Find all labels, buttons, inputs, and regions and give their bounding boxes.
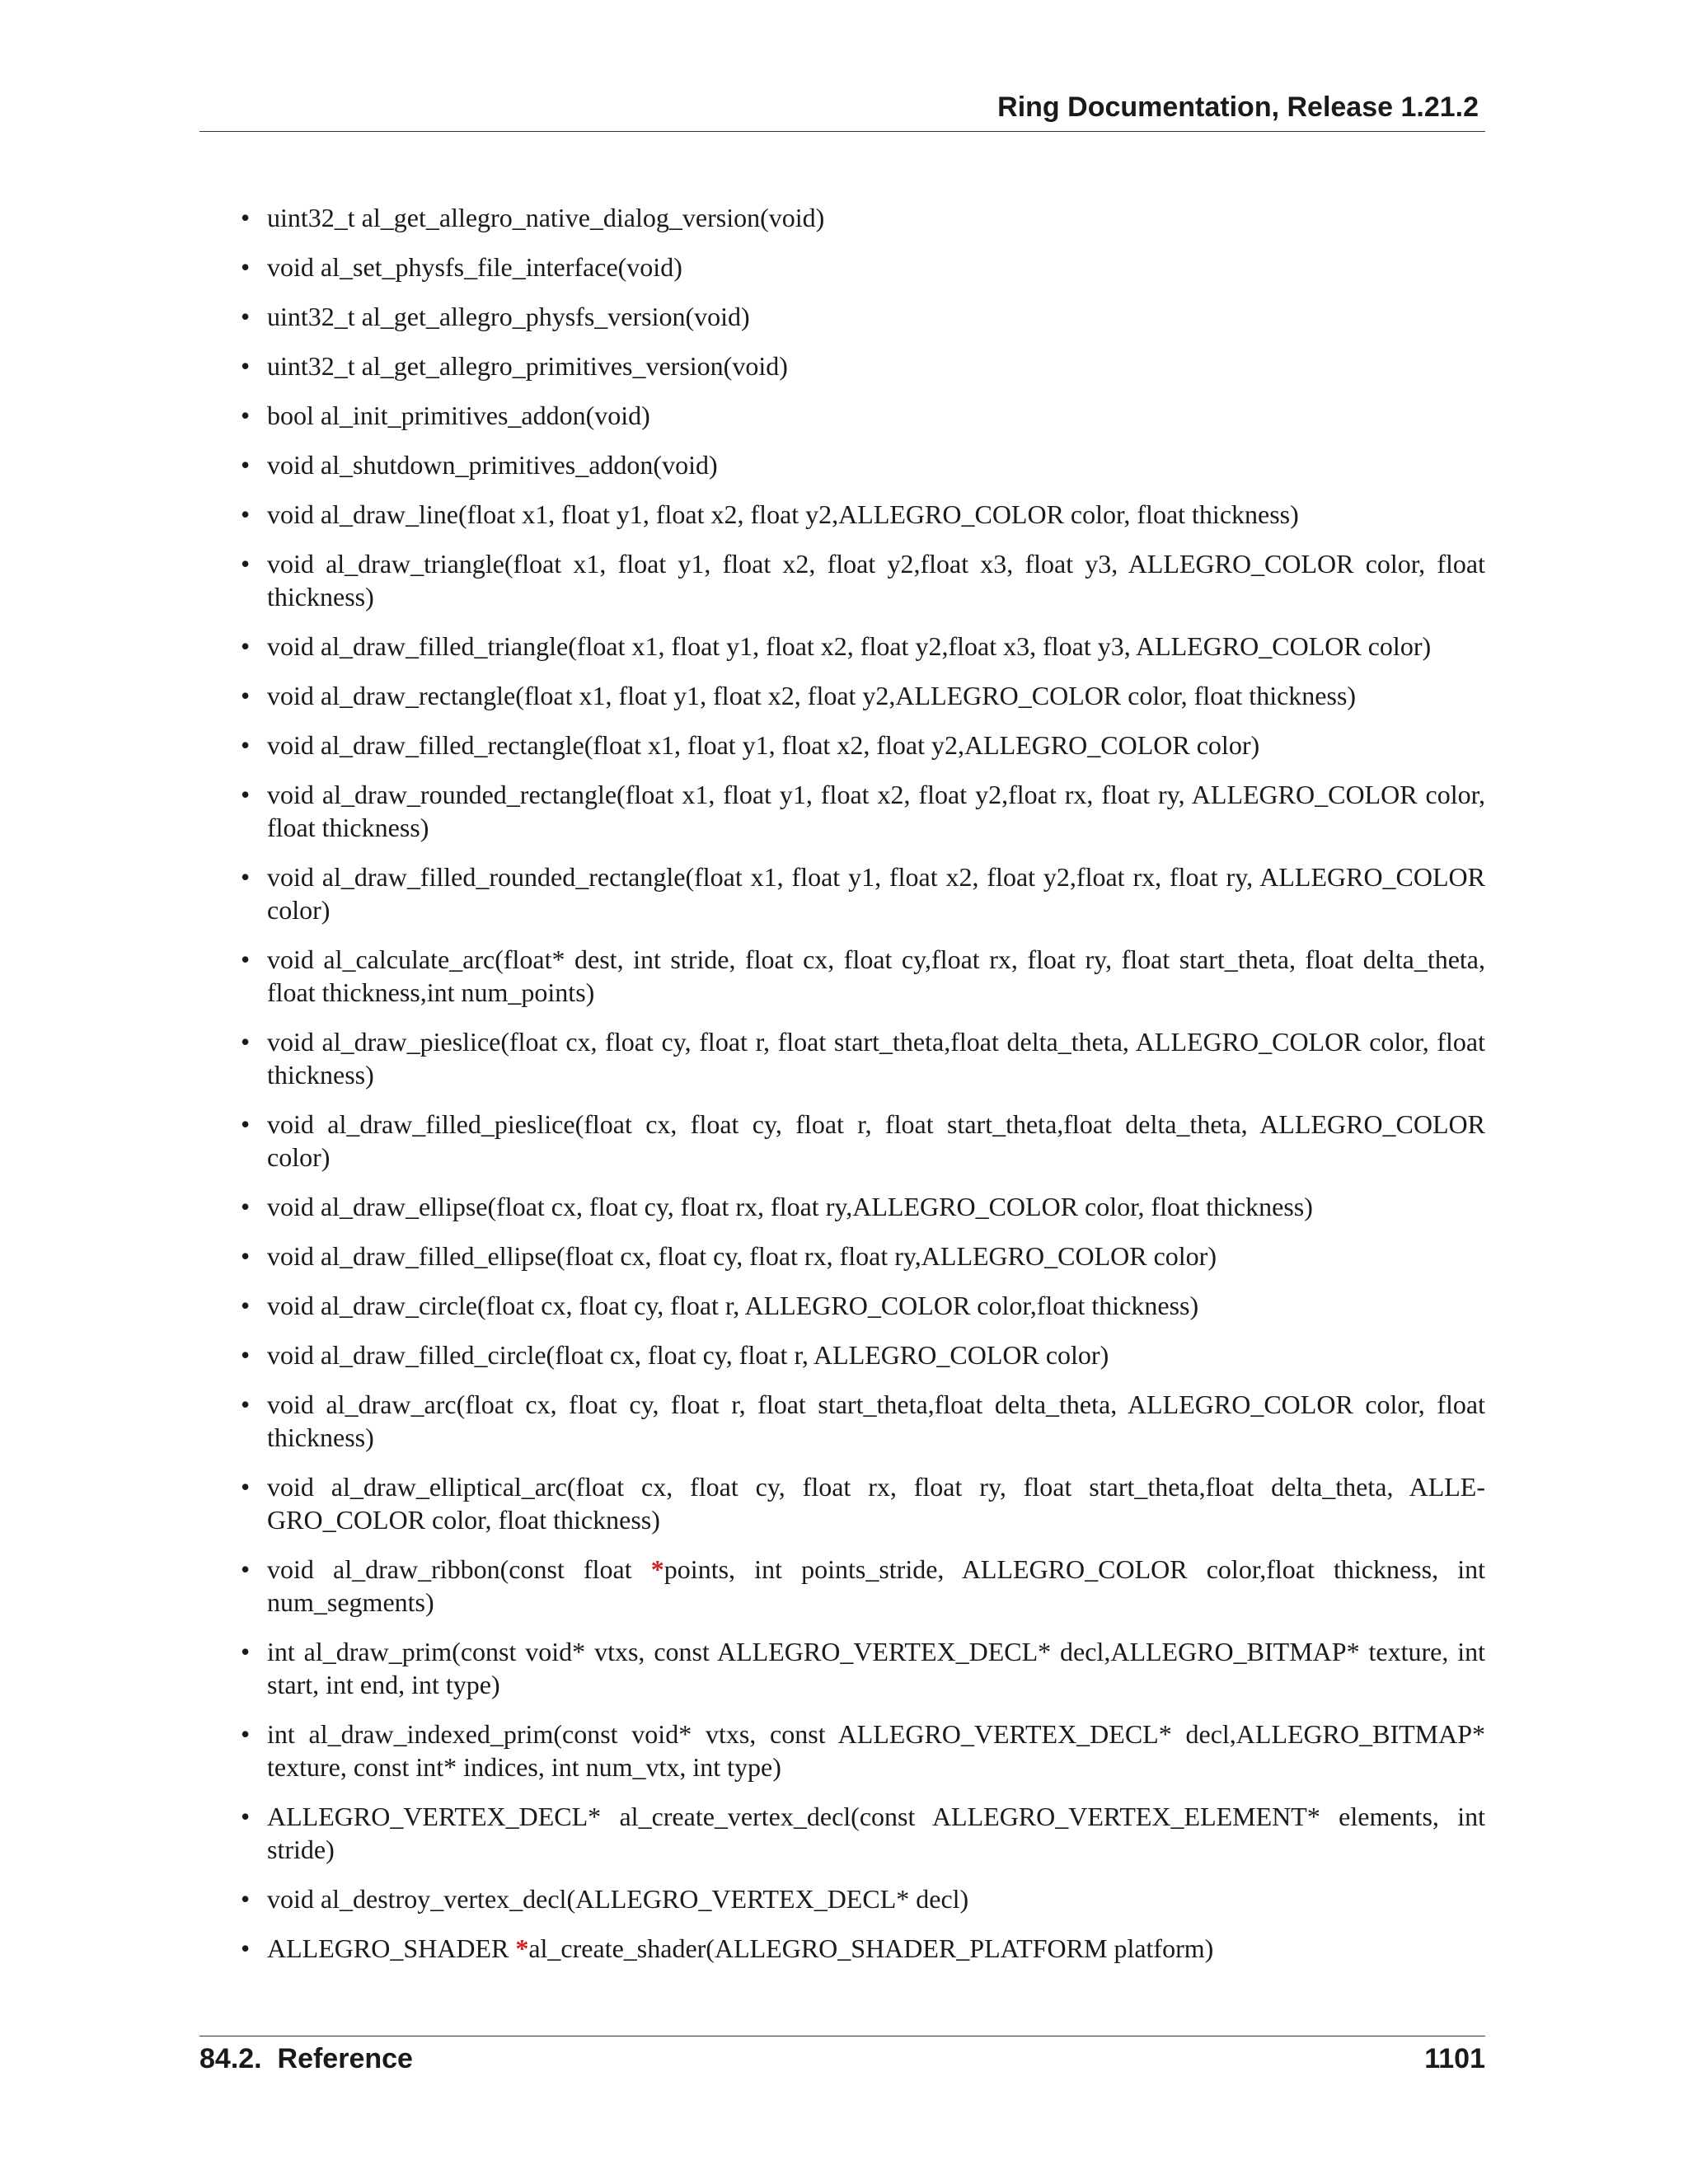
signature-text: uint32_t al_get_allegro_primitives_version(void) (267, 351, 788, 381)
bullet-icon: • (241, 780, 251, 809)
bullet-icon: • (241, 681, 251, 710)
signature-text: void al_draw_elliptical_arc(float cx, float cy, float rx, float ry, float start_theta,float delta_theta, ALLE-GRO_COLOR color, float thickness) (267, 1472, 1485, 1535)
list-item (199, 943, 1485, 1009)
bullet-icon: • (241, 1884, 251, 1914)
signature-text: al_create_shader(ALLEGRO_SHADER_PLATFORM platform) (528, 1933, 1214, 1963)
signature-text: void al_draw_filled_rounded_rectangle(float x1, float y1, float x2, float y2,float rx, float ry, ALLEGRO_COLOR color) (267, 862, 1485, 925)
bullet-icon: • (241, 730, 251, 760)
signature-text: void al_draw_filled_rectangle(float x1, float y1, float x2, float y2,ALLEGRO_COLOR color) (267, 730, 1260, 760)
signature-text: void al_draw_filled_triangle(float x1, float y1, float x2, float y2,float x3, float y3, ALLEGRO_COLOR color) (267, 631, 1432, 661)
list-item (199, 1932, 1485, 1965)
bullet-icon: • (241, 450, 251, 480)
signature-text: void al_shutdown_primitives_addon(void) (267, 450, 718, 480)
bullet-icon: • (241, 203, 251, 232)
signature-text: void al_calculate_arc(float* dest, int stride, float cx, float cy,float rx, float ry, float start_theta, float delta_theta, float thickness,int num_points) (267, 944, 1485, 1007)
list-item (199, 1882, 1485, 1915)
list-item (199, 251, 1485, 284)
list-item (199, 778, 1485, 844)
bullet-icon: • (241, 401, 251, 430)
bullet-icon: • (241, 1472, 251, 1502)
signature-text: points, int points_stride, ALLEGRO_COLOR color,float thickness, int num_segments) (267, 1554, 1486, 1617)
signature-text: uint32_t al_get_allegro_physfs_version(void) (267, 302, 750, 331)
signature-text: void al_draw_rectangle(float x1, float y1, float x2, float y2,ALLEGRO_COLOR color, float thickness) (267, 681, 1357, 710)
list-item (199, 399, 1485, 432)
list-item (199, 1240, 1485, 1272)
signature-text: ALLEGRO_SHADER (267, 1933, 516, 1963)
list-item (199, 448, 1485, 481)
bullet-icon: • (241, 862, 251, 892)
list-item (199, 300, 1485, 333)
bullet-icon: • (241, 1241, 251, 1271)
signature-text: uint32_t al_get_allegro_native_dialog_version(void) (267, 203, 825, 232)
list-item (199, 349, 1485, 382)
list-item (199, 679, 1485, 712)
signature-text: void al_draw_pieslice(float cx, float cy, float r, float start_theta,float delta_theta, ALLEGRO_COLOR color, float thickness) (267, 1027, 1485, 1090)
signature-text: void al_set_physfs_file_interface(void) (267, 252, 682, 282)
bullet-icon: • (241, 1109, 251, 1139)
list-item (199, 498, 1485, 531)
bullet-icon: • (241, 1291, 251, 1320)
signature-text: void al_draw_arc(float cx, float cy, float r, float start_theta,float delta_theta, ALLEGRO_COLOR color, float thickness) (267, 1390, 1485, 1452)
page-header-title: Ring Documentation, Release 1.21.2 (997, 91, 1479, 123)
list-item (199, 1388, 1485, 1454)
signature-text: void al_draw_ribbon(const float (267, 1554, 651, 1584)
bullet-icon: • (241, 1637, 251, 1666)
emphasis-asterisk: * (650, 1554, 664, 1584)
bullet-icon: • (241, 1554, 251, 1584)
bullet-icon: • (241, 549, 251, 579)
bullet-icon: • (241, 944, 251, 974)
signature-text: int al_draw_indexed_prim(const void* vtxs, const ALLEGRO_VERTEX_DECL* decl,ALLEGRO_BITMAP* texture, const int* indices, int num_vtx, int type) (267, 1719, 1485, 1782)
bullet-icon: • (241, 1802, 251, 1831)
function-signature-list (199, 201, 1485, 1965)
signature-text: void al_draw_rounded_rectangle(float x1, float y1, float x2, float y2,float rx, float ry, ALLEGRO_COLOR color, float thickness) (267, 780, 1485, 842)
list-item (199, 1553, 1485, 1619)
bullet-icon: • (241, 631, 251, 661)
signature-text: void al_draw_triangle(float x1, float y1, float x2, float y2,float x3, float y3, ALLEGRO_COLOR color, float thickness) (267, 549, 1485, 612)
list-item (199, 1718, 1485, 1783)
list-item (199, 1025, 1485, 1091)
bullet-icon: • (241, 1390, 251, 1419)
list-item (199, 630, 1485, 663)
list-item (199, 1108, 1485, 1174)
list-item (199, 1635, 1485, 1701)
footer-page-number: 1101 (1424, 2043, 1485, 2074)
list-item (199, 1289, 1485, 1322)
signature-text: void al_draw_circle(float cx, float cy, float r, ALLEGRO_COLOR color,float thickness) (267, 1291, 1199, 1320)
list-item (199, 201, 1485, 234)
list-item (199, 547, 1485, 613)
bullet-icon: • (241, 1192, 251, 1221)
signature-text: int al_draw_prim(const void* vtxs, const ALLEGRO_VERTEX_DECL* decl,ALLEGRO_BITMAP* texture, int start, int end, int type) (267, 1637, 1485, 1699)
signature-text: void al_draw_filled_ellipse(float cx, float cy, float rx, float ry,ALLEGRO_COLOR color) (267, 1241, 1217, 1271)
signature-text: void al_draw_filled_pieslice(float cx, float cy, float r, float start_theta,float delta_theta, ALLEGRO_COLOR color) (267, 1109, 1485, 1172)
list-item (199, 1338, 1485, 1371)
signature-text: bool al_init_primitives_addon(void) (267, 401, 650, 430)
list-item (199, 1800, 1485, 1866)
reference-content (199, 201, 1485, 1981)
bullet-icon: • (241, 1027, 251, 1057)
signature-text: void al_destroy_vertex_decl(ALLEGRO_VERTEX_DECL* decl) (267, 1884, 969, 1914)
bullet-icon: • (241, 1719, 251, 1749)
signature-text: void al_draw_line(float x1, float y1, float x2, float y2,ALLEGRO_COLOR color, float thickness) (267, 499, 1299, 529)
footer-section-label: 84.2. Reference (199, 2043, 413, 2074)
bullet-icon: • (241, 351, 251, 381)
list-item (199, 1470, 1485, 1536)
emphasis-asterisk: * (515, 1933, 529, 1963)
list-item (199, 1190, 1485, 1223)
signature-text: ALLEGRO_VERTEX_DECL* al_create_vertex_decl(const ALLEGRO_VERTEX_ELEMENT* elements, int stride) (267, 1802, 1485, 1864)
list-item (199, 860, 1485, 926)
signature-text: void al_draw_ellipse(float cx, float cy, float rx, float ry,ALLEGRO_COLOR color, float thickness) (267, 1192, 1313, 1221)
bullet-icon: • (241, 499, 251, 529)
bullet-icon: • (241, 1933, 251, 1963)
header-divider (199, 131, 1485, 132)
bullet-icon: • (241, 252, 251, 282)
signature-text: void al_draw_filled_circle(float cx, float cy, float r, ALLEGRO_COLOR color) (267, 1340, 1109, 1370)
list-item (199, 729, 1485, 762)
bullet-icon: • (241, 1340, 251, 1370)
bullet-icon: • (241, 302, 251, 331)
